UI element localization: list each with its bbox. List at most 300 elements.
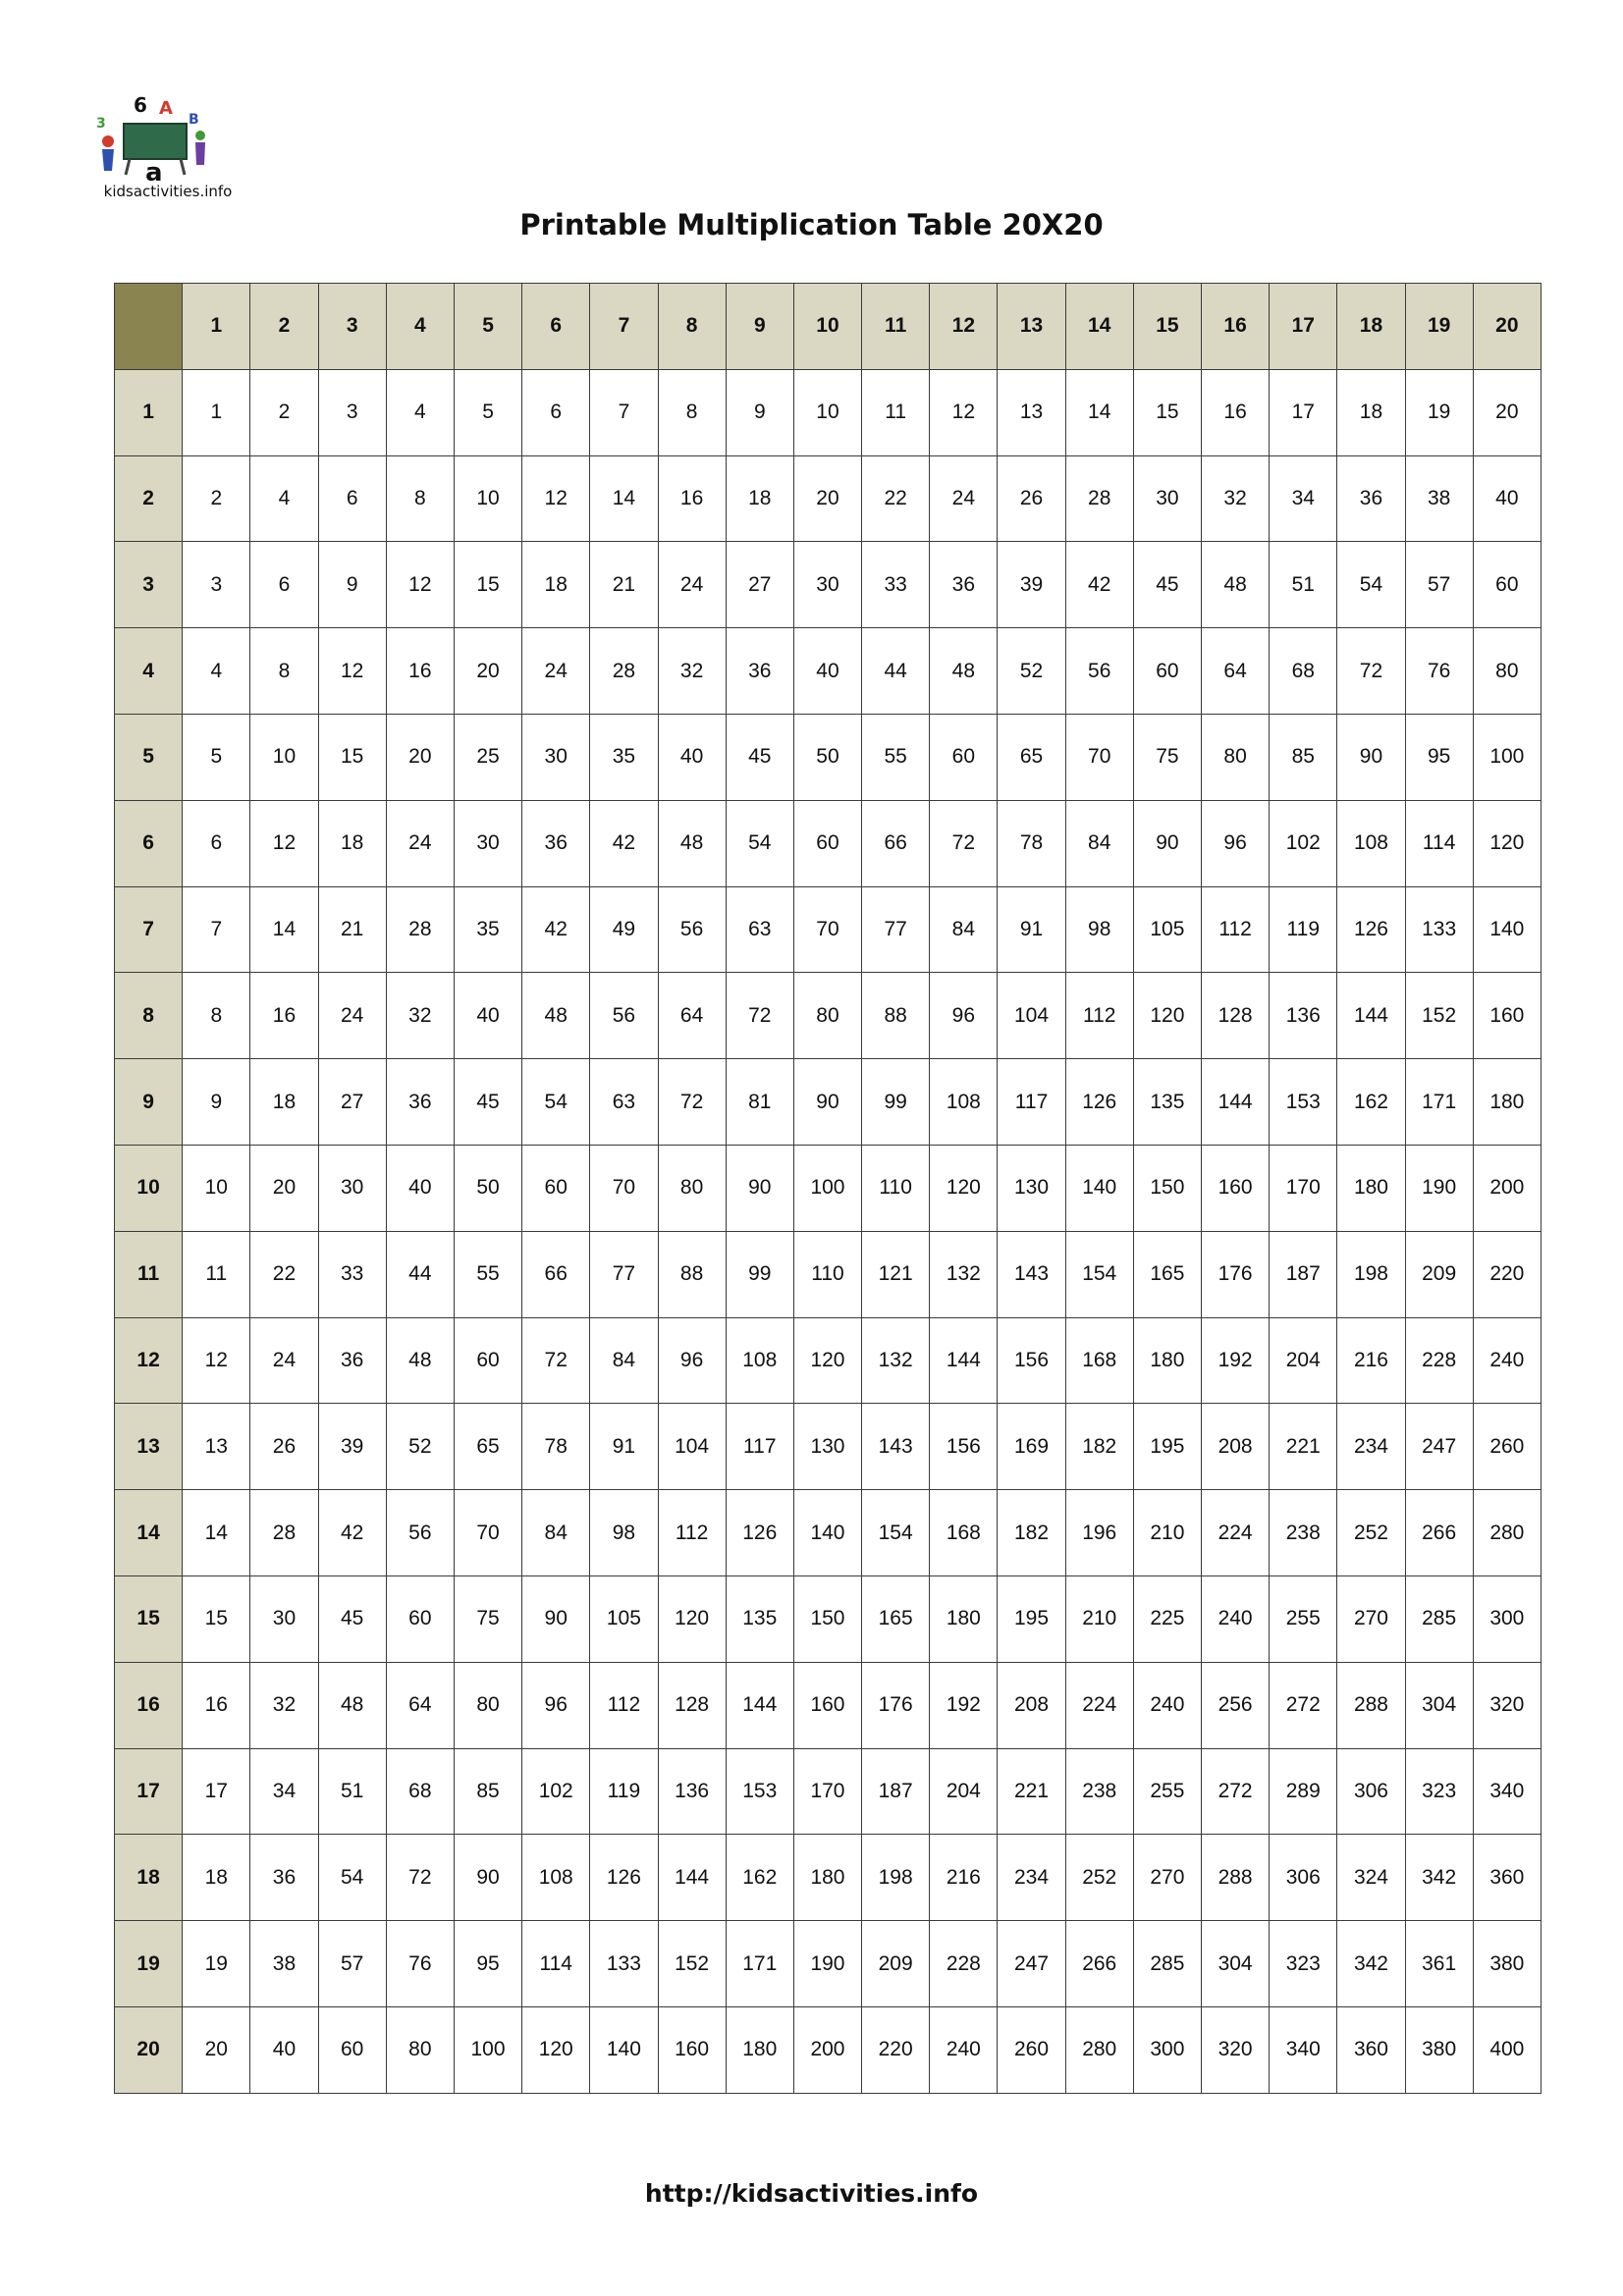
product-cell: 224	[1065, 1662, 1133, 1748]
product-cell: 9	[726, 369, 793, 455]
product-cell: 84	[522, 1490, 590, 1576]
row-header: 14	[115, 1490, 183, 1576]
product-cell: 120	[930, 1145, 998, 1231]
product-cell: 165	[862, 1575, 930, 1662]
product-cell: 288	[1337, 1662, 1405, 1748]
column-header: 3	[318, 284, 386, 370]
product-cell: 204	[930, 1748, 998, 1835]
table-row	[115, 2006, 1542, 2093]
product-cell: 35	[590, 714, 658, 800]
product-cell: 11	[183, 1231, 250, 1317]
product-cell: 114	[1405, 800, 1473, 886]
product-cell: 40	[1473, 455, 1541, 542]
product-cell: 135	[726, 1575, 793, 1662]
product-cell: 2	[250, 369, 318, 455]
product-cell: 16	[183, 1662, 250, 1748]
logo-glyph: 3	[96, 116, 106, 132]
product-cell: 48	[386, 1317, 454, 1404]
product-cell: 247	[1405, 1404, 1473, 1490]
product-cell: 208	[998, 1662, 1065, 1748]
product-cell: 54	[1337, 542, 1405, 628]
product-cell: 24	[522, 628, 590, 715]
product-cell: 14	[1065, 369, 1133, 455]
product-cell: 81	[726, 1059, 793, 1146]
product-cell: 180	[1473, 1059, 1541, 1146]
product-cell: 10	[183, 1145, 250, 1231]
row-header: 8	[115, 973, 183, 1059]
product-cell: 130	[793, 1404, 861, 1490]
product-cell: 153	[1270, 1059, 1337, 1146]
product-cell: 15	[183, 1575, 250, 1662]
product-cell: 208	[1202, 1404, 1270, 1490]
product-cell: 220	[1473, 1231, 1541, 1317]
product-cell: 225	[1133, 1575, 1201, 1662]
product-cell: 272	[1270, 1662, 1337, 1748]
product-cell: 8	[658, 369, 726, 455]
product-cell: 17	[183, 1748, 250, 1835]
product-cell: 154	[1065, 1231, 1133, 1317]
product-cell: 80	[386, 2006, 454, 2093]
product-cell: 143	[862, 1404, 930, 1490]
product-cell: 160	[658, 2006, 726, 2093]
product-cell: 22	[250, 1231, 318, 1317]
product-cell: 11	[862, 369, 930, 455]
product-cell: 228	[1405, 1317, 1473, 1404]
product-cell: 117	[726, 1404, 793, 1490]
product-cell: 126	[1065, 1059, 1133, 1146]
product-cell: 24	[658, 542, 726, 628]
product-cell: 6	[318, 455, 386, 542]
product-cell: 26	[998, 455, 1065, 542]
product-cell: 10	[793, 369, 861, 455]
column-header: 4	[386, 284, 454, 370]
product-cell: 135	[1133, 1059, 1201, 1146]
product-cell: 306	[1270, 1835, 1337, 1921]
product-cell: 90	[793, 1059, 861, 1146]
product-cell: 126	[590, 1835, 658, 1921]
product-cell: 16	[658, 455, 726, 542]
row-header: 12	[115, 1317, 183, 1404]
table-row	[115, 1404, 1542, 1490]
product-cell: 77	[590, 1231, 658, 1317]
column-header: 1	[183, 284, 250, 370]
product-cell: 20	[1473, 369, 1541, 455]
product-cell: 95	[454, 1921, 521, 2007]
logo-graphic-icon	[94, 90, 242, 184]
product-cell: 90	[522, 1575, 590, 1662]
row-header: 3	[115, 542, 183, 628]
product-cell: 128	[1202, 973, 1270, 1059]
product-cell: 200	[1473, 1145, 1541, 1231]
product-cell: 24	[930, 455, 998, 542]
table-row	[115, 542, 1542, 628]
product-cell: 140	[590, 2006, 658, 2093]
product-cell: 8	[183, 973, 250, 1059]
product-cell: 80	[658, 1145, 726, 1231]
product-cell: 70	[590, 1145, 658, 1231]
product-cell: 48	[1202, 542, 1270, 628]
product-cell: 12	[250, 800, 318, 886]
table-row	[115, 628, 1542, 715]
product-cell: 323	[1270, 1921, 1337, 2007]
product-cell: 140	[1473, 886, 1541, 973]
product-cell: 120	[658, 1575, 726, 1662]
product-cell: 60	[386, 1575, 454, 1662]
row-header: 4	[115, 628, 183, 715]
product-cell: 34	[250, 1748, 318, 1835]
product-cell: 133	[1405, 886, 1473, 973]
product-cell: 108	[930, 1059, 998, 1146]
product-cell: 24	[250, 1317, 318, 1404]
product-cell: 168	[1065, 1317, 1133, 1404]
product-cell: 57	[318, 1921, 386, 2007]
table-row	[115, 1490, 1542, 1576]
product-cell: 72	[658, 1059, 726, 1146]
product-cell: 99	[862, 1059, 930, 1146]
product-cell: 60	[930, 714, 998, 800]
row-header: 11	[115, 1231, 183, 1317]
product-cell: 169	[998, 1404, 1065, 1490]
product-cell: 8	[250, 628, 318, 715]
product-cell: 126	[1337, 886, 1405, 973]
product-cell: 60	[793, 800, 861, 886]
product-cell: 84	[1065, 800, 1133, 886]
product-cell: 180	[930, 1575, 998, 1662]
row-header: 17	[115, 1748, 183, 1835]
product-cell: 91	[998, 886, 1065, 973]
product-cell: 16	[1202, 369, 1270, 455]
product-cell: 165	[1133, 1231, 1201, 1317]
product-cell: 90	[1337, 714, 1405, 800]
product-cell: 136	[1270, 973, 1337, 1059]
product-cell: 132	[930, 1231, 998, 1317]
product-cell: 52	[998, 628, 1065, 715]
product-cell: 187	[1270, 1231, 1337, 1317]
product-cell: 35	[454, 886, 521, 973]
product-cell: 12	[930, 369, 998, 455]
product-cell: 48	[930, 628, 998, 715]
product-cell: 39	[318, 1404, 386, 1490]
product-cell: 28	[250, 1490, 318, 1576]
product-cell: 150	[1133, 1145, 1201, 1231]
product-cell: 20	[250, 1145, 318, 1231]
multiplication-table	[114, 283, 1542, 2094]
product-cell: 80	[1473, 628, 1541, 715]
product-cell: 49	[590, 886, 658, 973]
product-cell: 210	[1065, 1575, 1133, 1662]
column-header: 11	[862, 284, 930, 370]
product-cell: 80	[1202, 714, 1270, 800]
product-cell: 342	[1405, 1835, 1473, 1921]
product-cell: 320	[1473, 1662, 1541, 1748]
product-cell: 48	[318, 1662, 386, 1748]
table-header	[115, 284, 1542, 370]
product-cell: 56	[1065, 628, 1133, 715]
column-header: 8	[658, 284, 726, 370]
product-cell: 196	[1065, 1490, 1133, 1576]
product-cell: 216	[1337, 1317, 1405, 1404]
row-header: 10	[115, 1145, 183, 1231]
product-cell: 80	[793, 973, 861, 1059]
product-cell: 75	[1133, 714, 1201, 800]
product-cell: 170	[1270, 1145, 1337, 1231]
product-cell: 90	[1133, 800, 1201, 886]
product-cell: 280	[1473, 1490, 1541, 1576]
product-cell: 40	[386, 1145, 454, 1231]
corner-cell	[115, 284, 183, 370]
product-cell: 156	[998, 1317, 1065, 1404]
product-cell: 26	[250, 1404, 318, 1490]
product-cell: 323	[1405, 1748, 1473, 1835]
product-cell: 198	[1337, 1231, 1405, 1317]
product-cell: 12	[386, 542, 454, 628]
product-cell: 221	[1270, 1404, 1337, 1490]
product-cell: 38	[1405, 455, 1473, 542]
product-cell: 45	[318, 1575, 386, 1662]
product-cell: 130	[998, 1145, 1065, 1231]
product-cell: 20	[386, 714, 454, 800]
product-cell: 12	[183, 1317, 250, 1404]
product-cell: 105	[590, 1575, 658, 1662]
product-cell: 192	[1202, 1317, 1270, 1404]
product-cell: 119	[590, 1748, 658, 1835]
product-cell: 285	[1405, 1575, 1473, 1662]
product-cell: 180	[726, 2006, 793, 2093]
product-cell: 100	[454, 2006, 521, 2093]
product-cell: 85	[1270, 714, 1337, 800]
header-row	[115, 284, 1542, 370]
product-cell: 102	[522, 1748, 590, 1835]
product-cell: 255	[1133, 1748, 1201, 1835]
product-cell: 50	[454, 1145, 521, 1231]
product-cell: 42	[1065, 542, 1133, 628]
product-cell: 280	[1065, 2006, 1133, 2093]
product-cell: 8	[386, 455, 454, 542]
product-cell: 14	[590, 455, 658, 542]
product-cell: 40	[454, 973, 521, 1059]
row-header: 2	[115, 455, 183, 542]
column-header: 7	[590, 284, 658, 370]
product-cell: 128	[658, 1662, 726, 1748]
product-cell: 324	[1337, 1835, 1405, 1921]
product-cell: 20	[454, 628, 521, 715]
product-cell: 60	[318, 2006, 386, 2093]
product-cell: 76	[386, 1921, 454, 2007]
product-cell: 266	[1065, 1921, 1133, 2007]
product-cell: 270	[1337, 1575, 1405, 1662]
product-cell: 64	[386, 1662, 454, 1748]
product-cell: 133	[590, 1921, 658, 2007]
product-cell: 22	[862, 455, 930, 542]
product-cell: 306	[1337, 1748, 1405, 1835]
product-cell: 144	[1337, 973, 1405, 1059]
product-cell: 55	[862, 714, 930, 800]
product-cell: 28	[1065, 455, 1133, 542]
product-cell: 44	[386, 1231, 454, 1317]
product-cell: 60	[1473, 542, 1541, 628]
product-cell: 25	[454, 714, 521, 800]
product-cell: 96	[1202, 800, 1270, 886]
product-cell: 10	[454, 455, 521, 542]
product-cell: 64	[1202, 628, 1270, 715]
row-header: 19	[115, 1921, 183, 2007]
product-cell: 121	[862, 1231, 930, 1317]
table-row	[115, 714, 1542, 800]
product-cell: 266	[1405, 1490, 1473, 1576]
product-cell: 3	[183, 542, 250, 628]
column-header: 5	[454, 284, 521, 370]
row-header: 18	[115, 1835, 183, 1921]
product-cell: 176	[862, 1662, 930, 1748]
product-cell: 84	[930, 886, 998, 973]
product-cell: 300	[1133, 2006, 1201, 2093]
product-cell: 36	[386, 1059, 454, 1146]
product-cell: 65	[454, 1404, 521, 1490]
product-cell: 30	[1133, 455, 1201, 542]
product-cell: 5	[454, 369, 521, 455]
table-row	[115, 455, 1542, 542]
product-cell: 30	[454, 800, 521, 886]
product-cell: 63	[590, 1059, 658, 1146]
product-cell: 360	[1473, 1835, 1541, 1921]
product-cell: 195	[998, 1575, 1065, 1662]
product-cell: 120	[1133, 973, 1201, 1059]
table-row	[115, 1059, 1542, 1146]
product-cell: 238	[1270, 1490, 1337, 1576]
row-header: 6	[115, 800, 183, 886]
product-cell: 6	[183, 800, 250, 886]
column-header: 20	[1473, 284, 1541, 370]
product-cell: 221	[998, 1748, 1065, 1835]
product-cell: 20	[183, 2006, 250, 2093]
product-cell: 68	[386, 1748, 454, 1835]
table-row	[115, 1575, 1542, 1662]
product-cell: 272	[1202, 1748, 1270, 1835]
product-cell: 247	[998, 1921, 1065, 2007]
product-cell: 9	[183, 1059, 250, 1146]
product-cell: 54	[318, 1835, 386, 1921]
product-cell: 144	[1202, 1059, 1270, 1146]
product-cell: 18	[250, 1059, 318, 1146]
column-header: 13	[998, 284, 1065, 370]
product-cell: 21	[318, 886, 386, 973]
product-cell: 380	[1405, 2006, 1473, 2093]
product-cell: 44	[862, 628, 930, 715]
product-cell: 10	[250, 714, 318, 800]
table-row	[115, 1231, 1542, 1317]
product-cell: 270	[1133, 1835, 1201, 1921]
product-cell: 252	[1337, 1490, 1405, 1576]
product-cell: 340	[1270, 2006, 1337, 2093]
column-header: 19	[1405, 284, 1473, 370]
product-cell: 153	[726, 1748, 793, 1835]
product-cell: 104	[658, 1404, 726, 1490]
product-cell: 4	[386, 369, 454, 455]
product-cell: 72	[522, 1317, 590, 1404]
product-cell: 160	[1473, 973, 1541, 1059]
product-cell: 13	[998, 369, 1065, 455]
product-cell: 150	[793, 1575, 861, 1662]
product-cell: 200	[793, 2006, 861, 2093]
product-cell: 120	[1473, 800, 1541, 886]
product-cell: 50	[793, 714, 861, 800]
product-cell: 136	[658, 1748, 726, 1835]
product-cell: 12	[522, 455, 590, 542]
product-cell: 66	[862, 800, 930, 886]
product-cell: 56	[658, 886, 726, 973]
product-cell: 98	[1065, 886, 1133, 973]
product-cell: 33	[318, 1231, 386, 1317]
product-cell: 209	[1405, 1231, 1473, 1317]
product-cell: 198	[862, 1835, 930, 1921]
product-cell: 52	[386, 1404, 454, 1490]
row-header: 5	[115, 714, 183, 800]
table-row	[115, 1835, 1542, 1921]
product-cell: 240	[1133, 1662, 1201, 1748]
product-cell: 33	[862, 542, 930, 628]
product-cell: 160	[793, 1662, 861, 1748]
product-cell: 182	[1065, 1404, 1133, 1490]
product-cell: 304	[1202, 1921, 1270, 2007]
product-cell: 156	[930, 1404, 998, 1490]
product-cell: 64	[658, 973, 726, 1059]
logo-glyph: B	[189, 112, 199, 128]
product-cell: 90	[726, 1145, 793, 1231]
product-cell: 45	[726, 714, 793, 800]
product-cell: 72	[726, 973, 793, 1059]
product-cell: 152	[1405, 973, 1473, 1059]
product-cell: 32	[250, 1662, 318, 1748]
product-cell: 114	[522, 1921, 590, 2007]
product-cell: 54	[522, 1059, 590, 1146]
product-cell: 6	[250, 542, 318, 628]
table-row	[115, 369, 1542, 455]
product-cell: 75	[454, 1575, 521, 1662]
product-cell: 65	[998, 714, 1065, 800]
product-cell: 16	[386, 628, 454, 715]
table-row	[115, 1662, 1542, 1748]
row-header: 16	[115, 1662, 183, 1748]
product-cell: 162	[726, 1835, 793, 1921]
product-cell: 56	[386, 1490, 454, 1576]
product-cell: 100	[793, 1145, 861, 1231]
product-cell: 180	[793, 1835, 861, 1921]
product-cell: 36	[250, 1835, 318, 1921]
column-header: 15	[1133, 284, 1201, 370]
row-header: 13	[115, 1404, 183, 1490]
product-cell: 170	[793, 1748, 861, 1835]
product-cell: 96	[658, 1317, 726, 1404]
product-cell: 209	[862, 1921, 930, 2007]
product-cell: 234	[998, 1835, 1065, 1921]
product-cell: 234	[1337, 1404, 1405, 1490]
product-cell: 51	[1270, 542, 1337, 628]
product-cell: 108	[726, 1317, 793, 1404]
table-row	[115, 1145, 1542, 1231]
row-header: 15	[115, 1575, 183, 1662]
product-cell: 88	[658, 1231, 726, 1317]
product-cell: 105	[1133, 886, 1201, 973]
product-cell: 15	[318, 714, 386, 800]
product-cell: 190	[1405, 1145, 1473, 1231]
product-cell: 36	[522, 800, 590, 886]
product-cell: 180	[1337, 1145, 1405, 1231]
product-cell: 132	[862, 1317, 930, 1404]
product-cell: 4	[250, 455, 318, 542]
row-header: 1	[115, 369, 183, 455]
logo-glyph: A	[159, 98, 173, 119]
product-cell: 104	[998, 973, 1065, 1059]
